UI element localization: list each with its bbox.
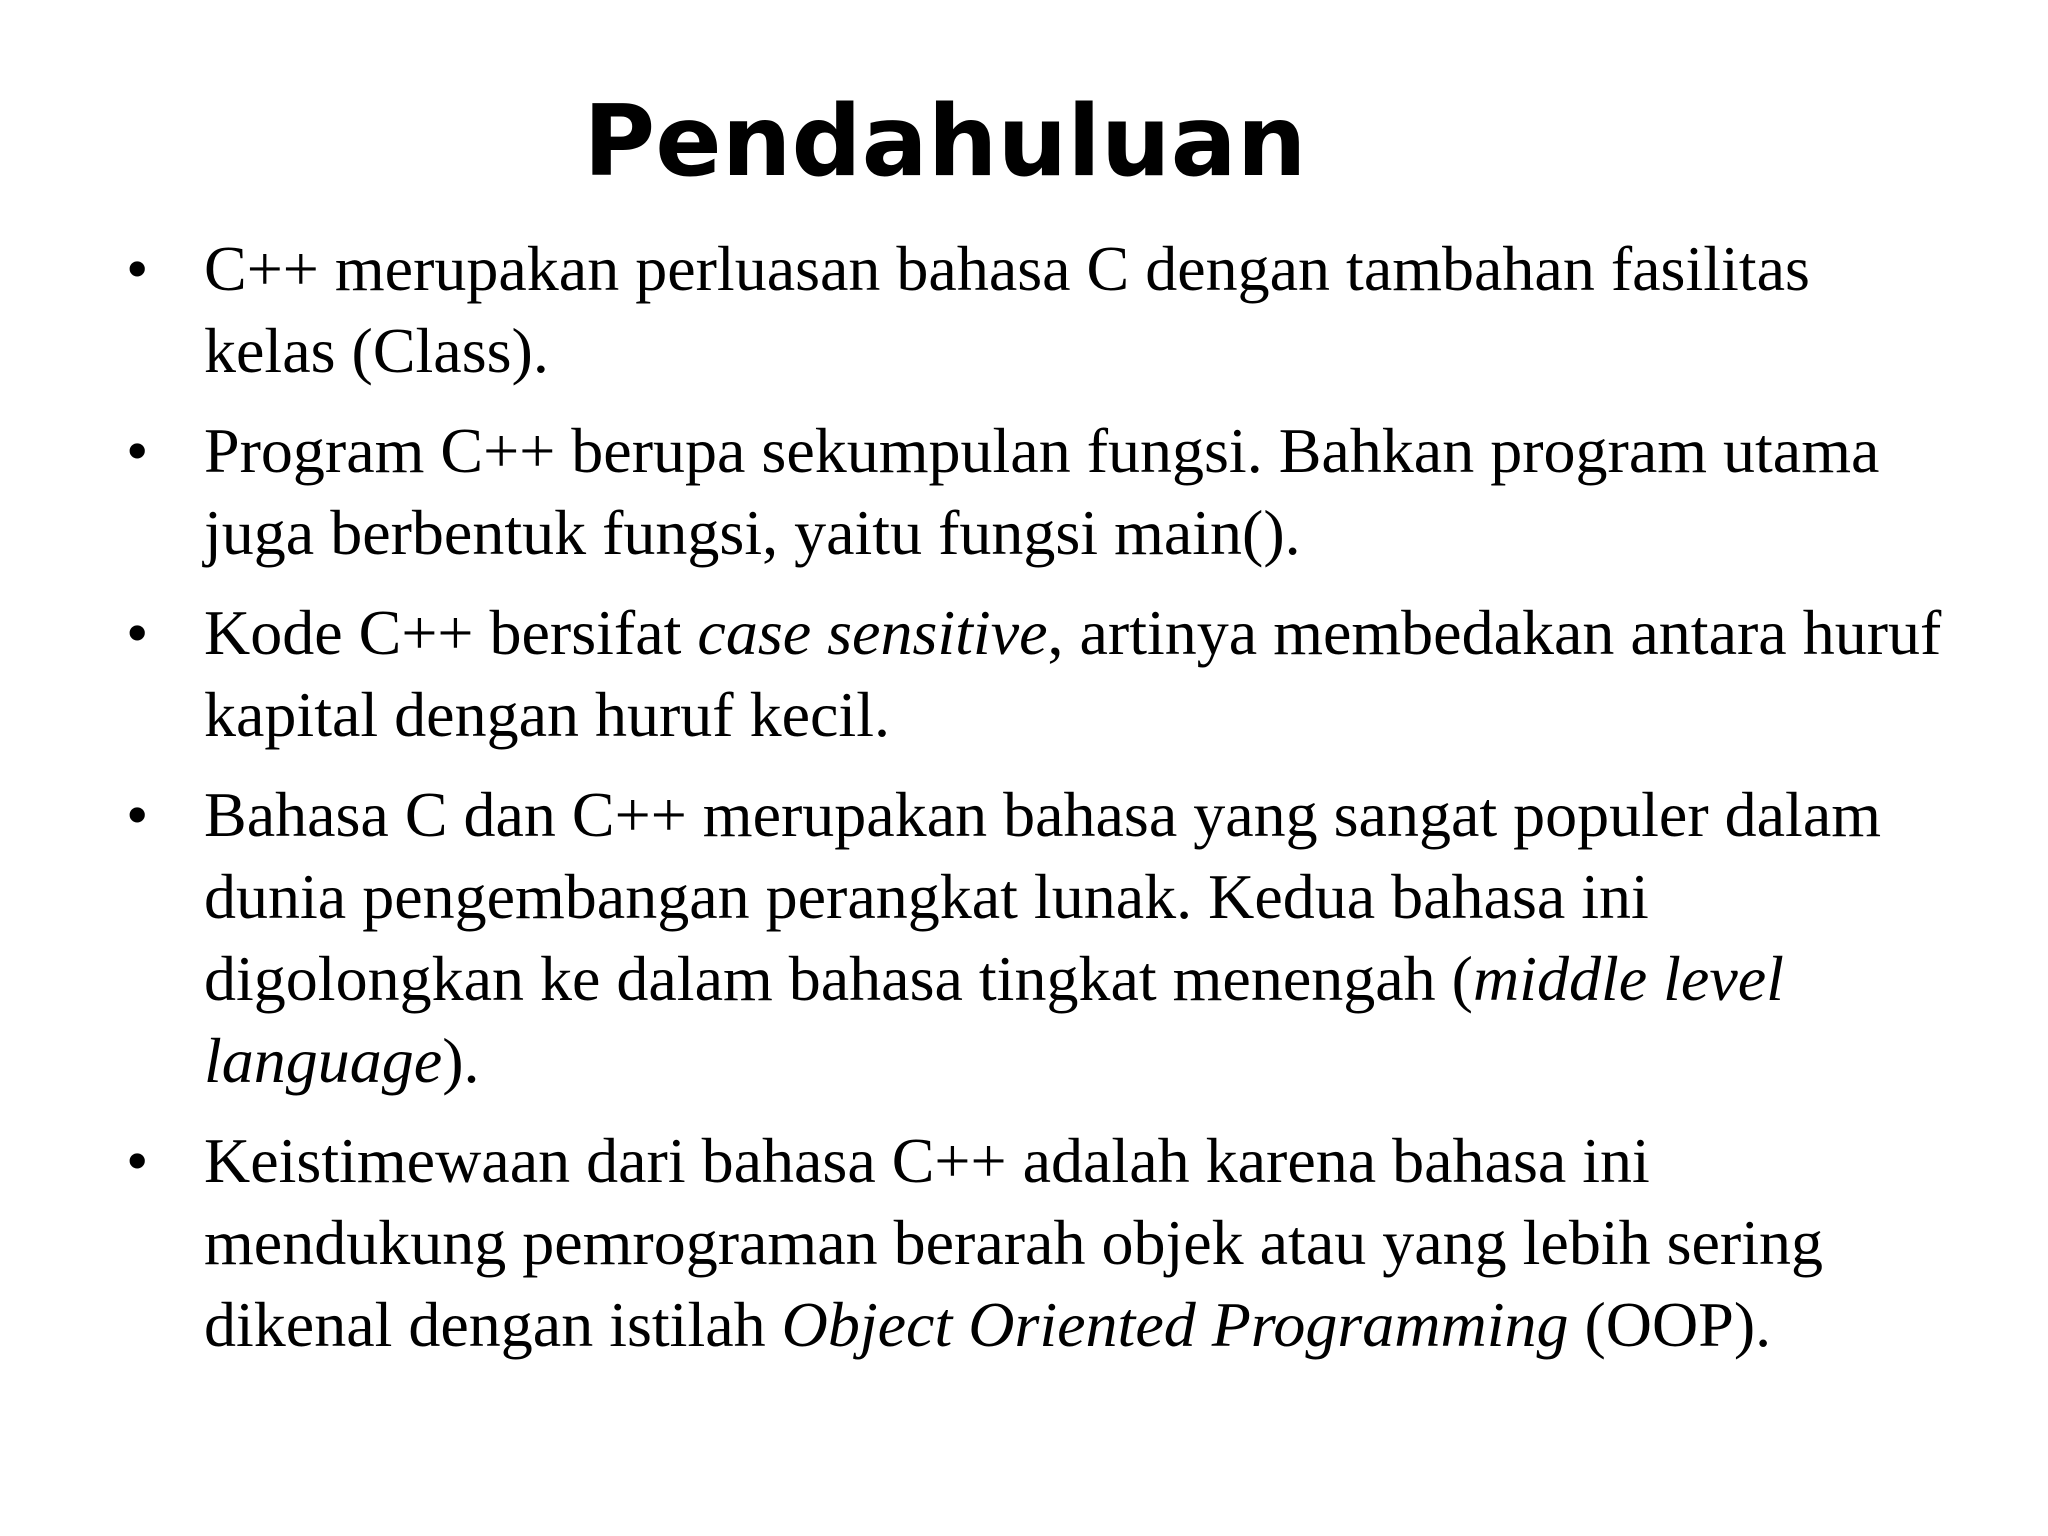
bullet-text: Keistimewaan dari bahasa C++ adalah karena bahasa ini mendukung pemrograman berarah objek atau yang lebih sering dikenal dengan istilah: [204, 1125, 1823, 1360]
bullet-item-3: [118, 592, 1948, 756]
bullet-text: C++ merupakan perluasan bahasa C dengan tambahan fasilitas kelas (Class).: [204, 233, 1810, 386]
bullet-text-continued: , artinya membedakan antara huruf kapital dengan huruf kecil.: [204, 597, 1942, 750]
bullet-marker: •: [126, 1125, 149, 1196]
bullet-marker: •: [126, 779, 149, 850]
bullet-item-2: [118, 410, 1948, 574]
bullet-marker: •: [126, 415, 149, 486]
bullet-list: [118, 228, 1948, 1384]
slide-title: Pendahuluan: [583, 85, 1307, 199]
bullet-item-1: [118, 228, 1948, 392]
bullet-text-continued: ).: [442, 1025, 480, 1096]
bullet-marker: •: [126, 597, 149, 668]
bullet-text: Kode C++ bersifat: [204, 597, 698, 668]
bullet-text-continued: (OOP).: [1568, 1289, 1772, 1360]
italic-term: case sensitive: [697, 597, 1048, 668]
bullet-text: Bahasa C dan C++ merupakan bahasa yang sangat populer dalam dunia pengembangan perangkat lunak. Kedua bahasa ini digolongkan ke dalam bahasa tingkat menengah (: [204, 779, 1881, 1014]
bullet-item-4: [118, 774, 1948, 1102]
bullet-item-5: [118, 1120, 1948, 1366]
bullet-marker: •: [126, 233, 149, 304]
italic-term: Object Oriented Programming: [781, 1289, 1569, 1360]
bullet-text: Program C++ berupa sekumpulan fungsi. Bahkan program utama juga berbentuk fungsi, yaitu fungsi main().: [204, 415, 1880, 568]
italic-term: middle level language: [204, 943, 1784, 1096]
